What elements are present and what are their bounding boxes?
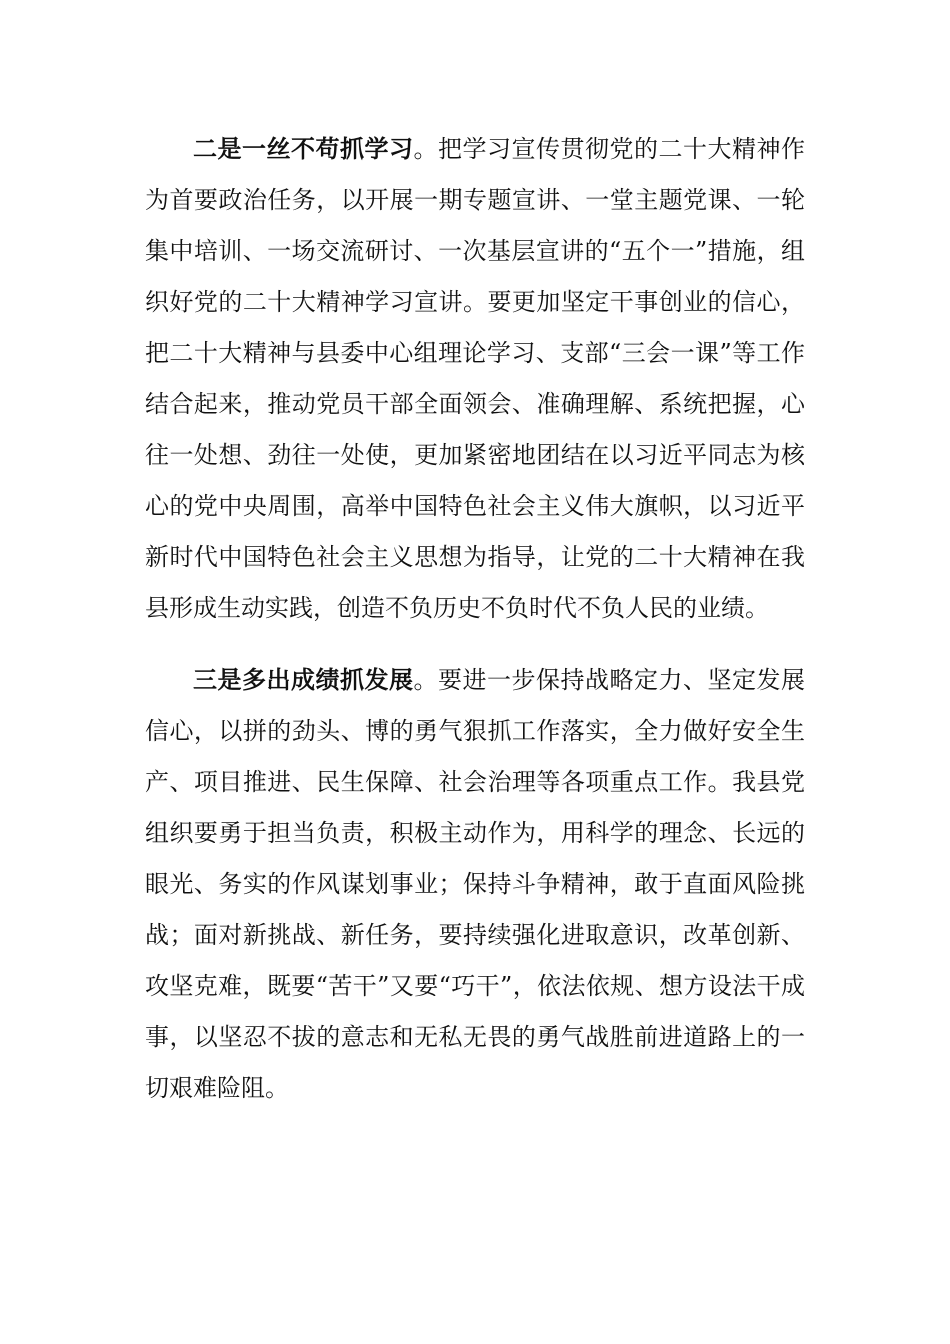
document-body xyxy=(145,124,805,1114)
paragraph-heading-development: 三是多出成绩抓发展 xyxy=(193,666,414,694)
paragraph-text-study: 。把学习宣传贯彻党的二十大精神作为首要政治任务，以开展一期专题宣讲、一堂主题党课、一轮集中培训、一场交流研讨、一次基层宣讲的“五个一”措施，组织好党的二十大精神学习宣讲。要更加坚定干事创业的信心，把二十大精神与县委中心组理论学习、支部“三会一课”等工作结合起来，推动党员干部全面领会、准确理解、系统把握，心往一处想、劲往一处使，更加紧密地团结在以习近平同志为核心的党中央周围，高举中国特色社会主义伟大旗帜，以习近平新时代中国特色社会主义思想为指导，让党的二十大精神在我县形成生动实践，创造不负历史不负时代不负人民的业绩。 xyxy=(145,135,805,622)
paragraph-study xyxy=(145,124,805,634)
paragraph-text-development: 。要进一步保持战略定力、坚定发展信心，以拼的劲头、博的勇气狠抓工作落实，全力做好安全生产、项目推进、民生保障、社会治理等各项重点工作。我县党组织要勇于担当负责，积极主动作为，用科学的理念、长远的眼光、务实的作风谋划事业；保持斗争精神，敢于直面风险挑战；面对新挑战、新任务，要持续强化进取意识，改革创新、攻坚克难，既要“苦干”又要“巧干”，依法依规、想方设法干成事，以坚忍不拔的意志和无私无畏的勇气战胜前进道路上的一切艰难险阻。 xyxy=(145,666,805,1102)
paragraph-heading-study: 二是一丝不苟抓学习 xyxy=(193,135,414,163)
paragraph-development xyxy=(145,655,805,1114)
